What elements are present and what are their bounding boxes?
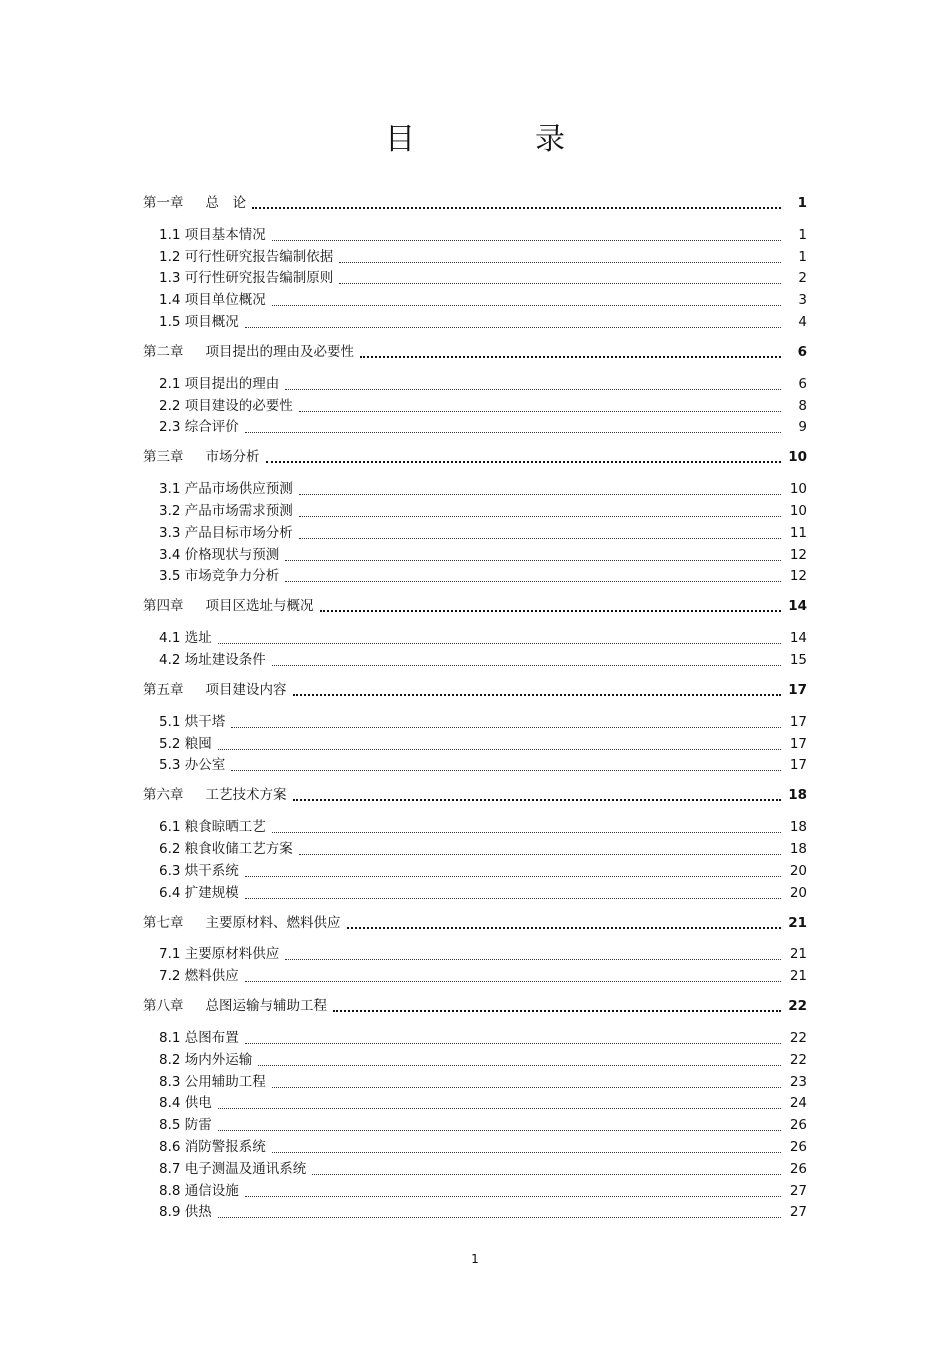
dot-leader — [285, 569, 781, 582]
toc-section-label: 2.3 综合评价 — [159, 419, 239, 436]
footer-page-number: 1 — [471, 1252, 479, 1266]
toc-page-number: 20 — [789, 862, 807, 879]
toc-page-number: 17 — [789, 735, 807, 752]
toc-page-number: 14 — [788, 598, 807, 615]
toc-page-number: 27 — [789, 1182, 807, 1199]
toc-page-number: 26 — [789, 1160, 807, 1177]
toc-page-number: 1 — [798, 226, 807, 243]
toc-chapter-label — [143, 997, 327, 1015]
toc-section-entry[interactable] — [143, 1069, 807, 1091]
toc-section-entry[interactable] — [143, 287, 807, 309]
dot-leader — [320, 598, 782, 612]
page-title — [0, 114, 950, 158]
toc-section-label: 6.1 粮食晾晒工艺 — [159, 819, 266, 836]
toc-section-label: 7.2 燃料供应 — [159, 968, 239, 985]
dot-leader — [285, 377, 781, 390]
dot-leader — [231, 715, 781, 728]
toc-section-entry[interactable] — [143, 520, 807, 542]
dot-leader — [293, 682, 782, 696]
dot-leader — [245, 315, 781, 328]
toc-section-entry[interactable] — [143, 625, 807, 647]
toc-section-entry[interactable] — [143, 880, 807, 902]
chapter-number: 第六章 — [143, 787, 184, 804]
dot-leader — [218, 631, 781, 644]
toc-page-number: 12 — [789, 568, 807, 585]
dot-leader — [272, 1140, 781, 1153]
toc-section-entry[interactable] — [143, 222, 807, 244]
toc-chapter-entry[interactable] — [143, 910, 807, 932]
toc-section-entry[interactable] — [143, 814, 807, 836]
toc-section-label: 1.5 项目概况 — [159, 313, 239, 330]
toc-page-number: 18 — [788, 787, 807, 804]
toc-section-label: 5.1 烘干塔 — [159, 713, 226, 730]
table-of-contents — [143, 186, 807, 1221]
toc-section-entry[interactable] — [143, 476, 807, 498]
toc-section-entry[interactable] — [143, 836, 807, 858]
toc-section-entry[interactable] — [143, 498, 807, 520]
toc-section-label: 3.5 市场竞争力分析 — [159, 568, 280, 585]
chapter-number: 第一章 — [143, 195, 184, 211]
toc-section-label: 8.6 消防警报系统 — [159, 1138, 266, 1155]
toc-chapter-entry[interactable] — [143, 339, 807, 361]
dot-leader — [299, 842, 781, 855]
toc-section-label: 3.2 产品市场需求预测 — [159, 502, 293, 519]
toc-page-number: 10 — [789, 481, 807, 498]
toc-section-label: 2.2 项目建设的必要性 — [159, 397, 293, 414]
dot-leader — [252, 195, 781, 209]
chapter-title: 工艺技术方案 — [205, 787, 287, 804]
toc-chapter-label — [143, 914, 341, 932]
dot-leader — [231, 758, 781, 771]
toc-section-entry[interactable] — [143, 1134, 807, 1156]
dot-leader — [218, 737, 781, 750]
chapter-title: 市场分析 — [205, 449, 260, 466]
toc-section-label: 4.2 场址建设条件 — [159, 651, 266, 668]
toc-chapter-label — [143, 597, 314, 615]
toc-section-label: 6.4 扩建规模 — [159, 884, 239, 901]
toc-page-number: 1 — [798, 248, 807, 265]
toc-section-entry[interactable] — [143, 1178, 807, 1200]
toc-section-entry[interactable] — [143, 1047, 807, 1069]
dot-leader — [218, 1205, 781, 1218]
toc-section-entry[interactable] — [143, 1091, 807, 1113]
dot-leader — [272, 293, 781, 306]
toc-chapter-label — [143, 681, 287, 699]
toc-section-label: 1.1 项目基本情况 — [159, 226, 266, 243]
toc-section-label: 8.1 总图布置 — [159, 1029, 239, 1046]
toc-page-number: 17 — [788, 681, 807, 698]
toc-chapter-entry[interactable] — [143, 190, 807, 212]
toc-section-label: 3.3 产品目标市场分析 — [159, 524, 293, 541]
dot-leader — [285, 548, 781, 561]
chapter-number: 第五章 — [143, 681, 184, 698]
toc-page-number: 18 — [789, 819, 807, 836]
toc-page-number: 4 — [798, 313, 807, 330]
dot-leader — [272, 653, 781, 666]
toc-section-entry[interactable] — [143, 393, 807, 415]
title-char-1: 目 — [385, 122, 415, 157]
toc-page-number: 24 — [789, 1095, 807, 1112]
chapter-number: 第二章 — [143, 343, 184, 360]
toc-section-label: 1.3 可行性研究报告编制原则 — [159, 270, 334, 287]
dot-leader — [266, 449, 782, 463]
toc-chapter-entry[interactable] — [143, 593, 807, 615]
toc-chapter-entry[interactable] — [143, 677, 807, 699]
toc-page-number: 10 — [789, 502, 807, 519]
chapter-title: 项目提出的理由及必要性 — [205, 343, 354, 360]
toc-section-label: 8.3 公用辅助工程 — [159, 1073, 266, 1090]
toc-section-entry[interactable] — [143, 542, 807, 564]
toc-section-label: 6.2 粮食收储工艺方案 — [159, 840, 293, 857]
toc-chapter-entry[interactable] — [143, 782, 807, 804]
toc-page-number: 6 — [797, 343, 807, 360]
toc-chapter-label — [143, 786, 287, 804]
toc-section-label: 3.4 价格现状与预测 — [159, 546, 280, 563]
toc-section-entry[interactable] — [143, 1156, 807, 1178]
toc-page-number: 10 — [788, 449, 807, 466]
toc-chapter-label — [143, 343, 354, 361]
toc-section-label: 3.1 产品市场供应预测 — [159, 481, 293, 498]
toc-page-number: 17 — [789, 757, 807, 774]
chapter-title: 项目建设内容 — [205, 681, 287, 698]
dot-leader — [299, 399, 781, 412]
toc-section-label: 5.3 办公室 — [159, 757, 226, 774]
toc-page-number: 11 — [789, 524, 807, 541]
toc-section-entry[interactable] — [143, 942, 807, 964]
toc-section-label: 1.2 可行性研究报告编制依据 — [159, 248, 334, 265]
title-char-2: 录 — [535, 122, 565, 157]
chapter-title: 总 论 — [205, 195, 246, 211]
toc-section-label: 8.8 通信设施 — [159, 1182, 239, 1199]
toc-page-number: 26 — [789, 1117, 807, 1134]
dot-leader — [333, 998, 781, 1012]
dot-leader — [339, 271, 781, 284]
toc-section-entry[interactable] — [143, 858, 807, 880]
toc-page-number: 21 — [788, 914, 807, 931]
dot-leader — [299, 504, 781, 517]
toc-section-entry[interactable] — [143, 647, 807, 669]
toc-section-entry[interactable] — [143, 309, 807, 331]
dot-leader — [299, 526, 781, 539]
toc-page-number: 8 — [798, 397, 807, 414]
dot-leader — [218, 1096, 781, 1109]
toc-section-entry[interactable] — [143, 1200, 807, 1222]
toc-page-number: 3 — [798, 292, 807, 309]
toc-section-entry[interactable] — [143, 1025, 807, 1047]
toc-section-label: 6.3 烘干系统 — [159, 862, 239, 879]
toc-page-number: 26 — [789, 1138, 807, 1155]
toc-page-number: 14 — [789, 630, 807, 647]
dot-leader — [360, 344, 781, 358]
dot-leader — [272, 1075, 781, 1088]
dot-leader — [339, 250, 781, 263]
dot-leader — [299, 482, 781, 495]
toc-page-number: 22 — [789, 1051, 807, 1068]
chapter-number: 第七章 — [143, 914, 184, 931]
toc-page-number: 21 — [789, 946, 807, 963]
toc-page-number: 15 — [789, 651, 807, 668]
chapter-number: 第四章 — [143, 598, 184, 615]
toc-page-number: 23 — [789, 1073, 807, 1090]
toc-section-entry[interactable] — [143, 415, 807, 437]
chapter-title: 主要原材料、燃料供应 — [205, 914, 341, 931]
dot-leader — [245, 1031, 781, 1044]
toc-section-label: 2.1 项目提出的理由 — [159, 375, 280, 392]
toc-section-entry[interactable] — [143, 266, 807, 288]
toc-page-number: 12 — [789, 546, 807, 563]
dot-leader — [272, 228, 781, 241]
dot-leader — [312, 1162, 781, 1175]
toc-section-label: 8.9 供热 — [159, 1204, 212, 1221]
toc-section-entry[interactable] — [143, 731, 807, 753]
chapter-title: 项目区选址与概况 — [205, 598, 314, 615]
toc-section-entry[interactable] — [143, 753, 807, 775]
toc-section-entry[interactable] — [143, 564, 807, 586]
toc-section-label: 5.2 粮囤 — [159, 735, 212, 752]
toc-page-number: 22 — [789, 1029, 807, 1046]
chapter-number: 第八章 — [143, 998, 184, 1015]
toc-page-number: 17 — [789, 713, 807, 730]
chapter-title: 总图运输与辅助工程 — [205, 998, 327, 1015]
toc-page-number: 21 — [789, 968, 807, 985]
dot-leader — [285, 947, 781, 960]
toc-section-entry[interactable] — [143, 709, 807, 731]
toc-section-entry[interactable] — [143, 1112, 807, 1134]
toc-chapter-label — [143, 448, 260, 466]
toc-section-label: 4.1 选址 — [159, 630, 212, 647]
toc-chapter-label — [143, 194, 246, 212]
toc-section-label: 7.1 主要原材料供应 — [159, 946, 280, 963]
toc-section-label: 1.4 项目单位概况 — [159, 292, 266, 309]
chapter-number: 第三章 — [143, 449, 184, 466]
toc-section-label: 8.2 场内外运输 — [159, 1051, 253, 1068]
dot-leader — [245, 1184, 781, 1197]
dot-leader — [272, 820, 781, 833]
toc-section-label: 8.4 供电 — [159, 1095, 212, 1112]
toc-page-number: 27 — [789, 1204, 807, 1221]
toc-chapter-entry[interactable] — [143, 993, 807, 1015]
dot-leader — [245, 886, 781, 899]
toc-page-number: 6 — [798, 375, 807, 392]
toc-page-number: 9 — [798, 419, 807, 436]
dot-leader — [347, 915, 782, 929]
toc-section-label: 8.5 防雷 — [159, 1117, 212, 1134]
toc-page-number: 1 — [797, 195, 807, 211]
dot-leader — [218, 1118, 781, 1131]
dot-leader — [293, 787, 782, 801]
dot-leader — [245, 969, 781, 982]
toc-page-number: 20 — [789, 884, 807, 901]
toc-section-entry[interactable] — [143, 244, 807, 266]
toc-page-number: 22 — [788, 998, 807, 1015]
toc-section-entry[interactable] — [143, 371, 807, 393]
dot-leader — [258, 1053, 781, 1066]
toc-section-label: 8.7 电子测温及通讯系统 — [159, 1160, 307, 1177]
toc-page-number: 18 — [789, 840, 807, 857]
toc-section-entry[interactable] — [143, 963, 807, 985]
dot-leader — [245, 864, 781, 877]
toc-page-number: 2 — [798, 270, 807, 287]
toc-chapter-entry[interactable] — [143, 444, 807, 466]
dot-leader — [245, 420, 781, 433]
